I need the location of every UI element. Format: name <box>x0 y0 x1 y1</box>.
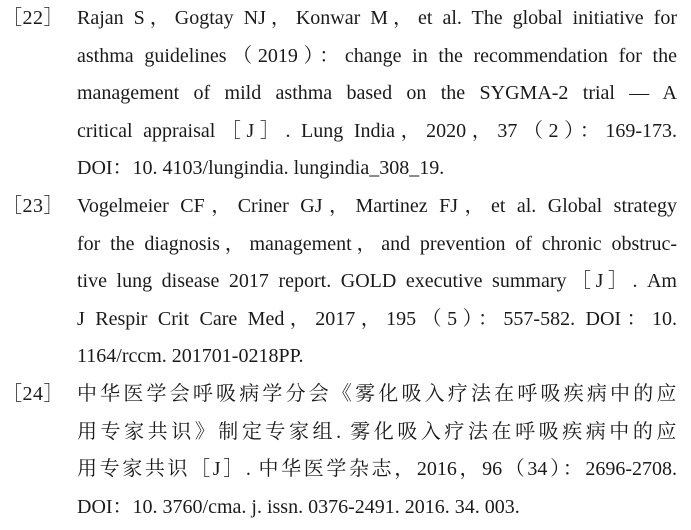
reference-line: Vogelmeier CF，Criner GJ，Martinez FJ，et al. Global strategy <box>77 195 677 217</box>
reference-number: ［23］ <box>2 195 64 217</box>
reference-text <box>77 188 677 376</box>
reference-line: Rajan S，Gogtay NJ，Konwar M，et al. The global initiative for <box>77 7 677 29</box>
reference-text <box>77 0 677 188</box>
reference-line: management of mild asthma based on the SYGMA-2 trial — A <box>77 82 677 105</box>
reference-line: tive lung disease 2017 report. GOLD executive summary［J］. Am <box>77 270 677 293</box>
reference-number: ［24］ <box>2 383 64 405</box>
reference-line: J Respir Crit Care Med，2017，195（5）：557-582. DOI：10. <box>77 307 677 330</box>
reference-doi-line: DOI：10. 4103/lungindia. lungindia_308_19. <box>77 157 445 180</box>
reference-doi-line: DOI：10. 3760/cma. j. issn. 0376-2491. 2016. 34. 003. <box>77 495 520 518</box>
reference-doi-line: 1164/rccm. 201701-0218PP. <box>77 345 304 368</box>
reference-number: ［22］ <box>2 7 64 29</box>
reference-line: 用专家共识［J］. 中华医学杂志，2016，96（34）：2696-2708. <box>77 458 677 481</box>
reference-line: for the diagnosis，management，and prevention of chronic obstruc- <box>77 232 677 255</box>
reference-line: 中华医学会呼吸病学分会《雾化吸入疗法在呼吸疾病中的应 <box>77 383 677 405</box>
reference-line: critical appraisal［J］. Lung India，2020，37（2）：169-173. <box>77 119 677 142</box>
reference-text <box>77 376 677 526</box>
reference-line: 用专家共识》制定专家组. 雾化吸入疗法在呼吸疾病中的应 <box>77 420 677 443</box>
reference-line: asthma guidelines（2019）：change in the recommendation for the <box>77 44 677 67</box>
